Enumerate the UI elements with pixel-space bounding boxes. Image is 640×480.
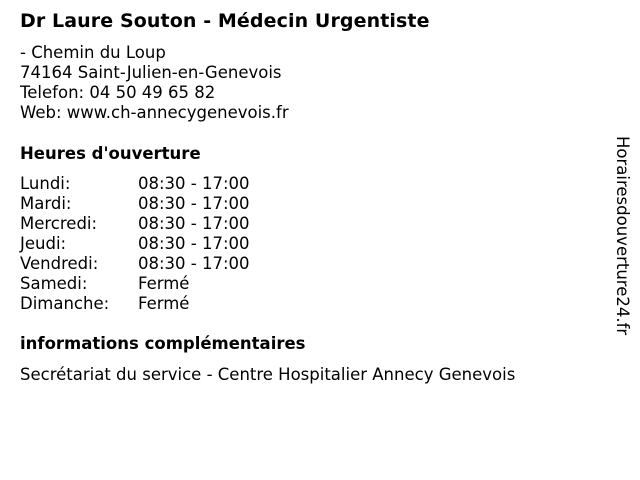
hours-day: Vendredi: bbox=[20, 254, 99, 273]
hours-row bbox=[20, 254, 250, 274]
hours-day: Jeudi: bbox=[20, 234, 67, 253]
hours-time: 08:30 - 17:00 bbox=[138, 194, 250, 213]
hours-time: Fermé bbox=[138, 274, 190, 293]
hours-day: Dimanche: bbox=[20, 294, 110, 313]
hours-day: Lundi: bbox=[20, 174, 71, 193]
hours-time: 08:30 - 17:00 bbox=[138, 254, 250, 273]
hours-day: Mardi: bbox=[20, 194, 72, 213]
hours-time: 08:30 - 17:00 bbox=[138, 234, 250, 253]
site-brand-watermark: Horairesdouverture24.fr bbox=[613, 136, 632, 336]
hours-row bbox=[20, 294, 250, 314]
hours-day: Samedi: bbox=[20, 274, 88, 293]
hours-time: 08:30 - 17:00 bbox=[138, 174, 250, 193]
hours-row bbox=[20, 174, 250, 194]
hours-time: 08:30 - 17:00 bbox=[138, 214, 250, 233]
hours-day: Mercredi: bbox=[20, 214, 98, 233]
hours-heading: Heures d'ouverture bbox=[20, 144, 201, 163]
address-block bbox=[20, 43, 289, 123]
address-city: 74164 Saint-Julien-en-Genevois bbox=[20, 63, 282, 82]
hours-row bbox=[20, 214, 250, 234]
address-street: - Chemin du Loup bbox=[20, 43, 166, 62]
hours-row bbox=[20, 274, 250, 294]
page-title: Dr Laure Souton - Médecin Urgentiste bbox=[20, 10, 430, 32]
website: Web: www.ch-annecygenevois.fr bbox=[20, 103, 289, 122]
extra-info-heading: informations complémentaires bbox=[20, 334, 306, 353]
extra-info-text: Secrétariat du service - Centre Hospitalier Annecy Genevois bbox=[20, 365, 516, 384]
hours-time: Fermé bbox=[138, 294, 190, 313]
hours-row bbox=[20, 194, 250, 214]
phone-number: Telefon: 04 50 49 65 82 bbox=[20, 83, 216, 102]
hours-row bbox=[20, 234, 250, 254]
hours-table bbox=[20, 174, 250, 314]
